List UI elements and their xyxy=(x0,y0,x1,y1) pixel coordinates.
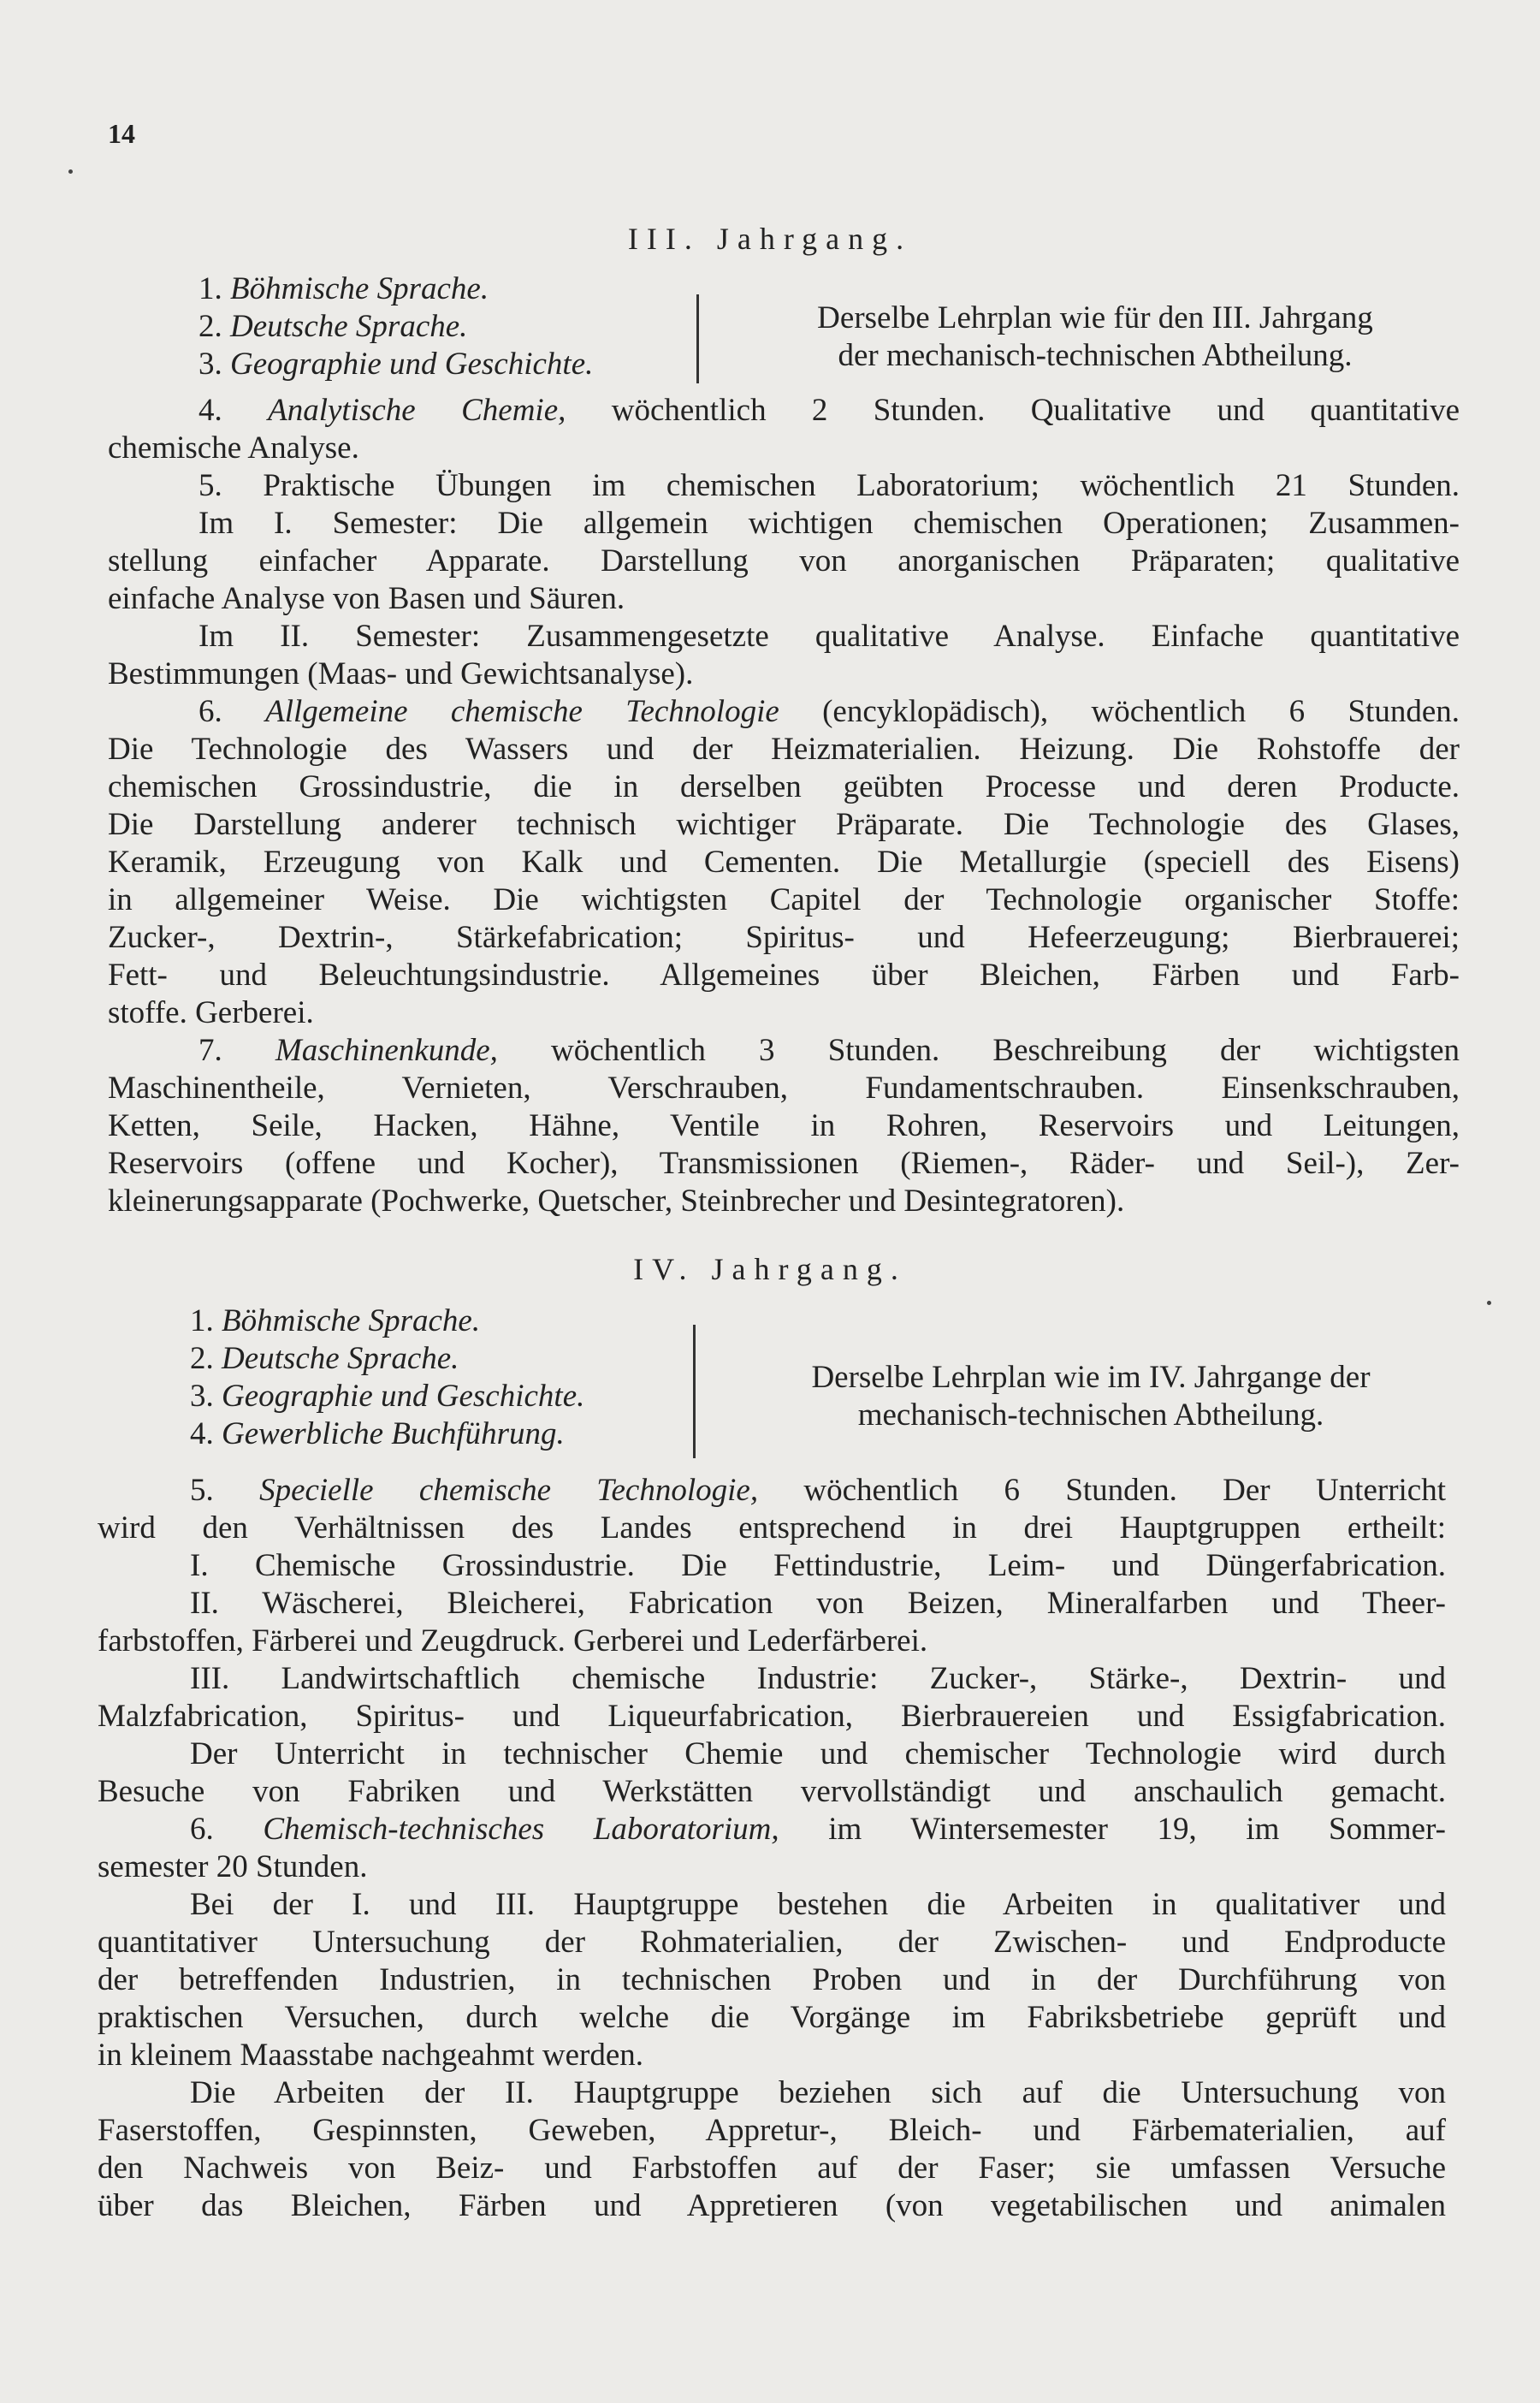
list-item: 1. Böhmische Sprache. xyxy=(190,1303,481,1338)
text-line: quantitativer Untersuchung der Rohmaterialien, der Zwischen- und Endproducte xyxy=(98,1925,1446,1960)
text-line: semester 20 Stunden. xyxy=(98,1849,368,1884)
text-line: Bestimmungen (Maas- und Gewichtsanalyse). xyxy=(108,656,694,691)
text-line: 5. Praktische Übungen im chemischen Laboratorium; wöchentlich 21 Stunden. xyxy=(198,468,1460,503)
text-line: Reservoirs (offene und Kocher), Transmissionen (Riemen-, Räder- und Seil-), Zer- xyxy=(108,1146,1460,1181)
text-line: Die Darstellung anderer technisch wichtiger Präparate. Die Technologie des Glases, xyxy=(108,807,1460,842)
text-line: stoffe. Gerberei. xyxy=(108,995,314,1030)
text-line: in kleinem Maasstabe nachgeahmt werden. xyxy=(98,2038,644,2073)
text-line: Der Unterricht in technischer Chemie und chemischer Technologie wird durch xyxy=(190,1736,1446,1771)
bracket-note: Derselbe Lehrplan wie für den III. Jahrgang der mechanisch-technischen Abtheilung. xyxy=(817,300,1373,373)
print-speck xyxy=(1487,1301,1491,1305)
list-item: 3. Geographie und Geschichte. xyxy=(190,1379,585,1414)
text-line: 6. Chemisch-technisches Laboratorium, im Wintersemester 19, im Sommer- xyxy=(190,1812,1446,1847)
text-line: Die Technologie des Wassers und der Heizmaterialien. Heizung. Die Rohstoffe der xyxy=(108,732,1460,767)
text-line: I. Chemische Grossindustrie. Die Fettindustrie, Leim- und Düngerfabrication. xyxy=(190,1548,1446,1583)
text-line: Zucker-, Dextrin-, Stärkefabrication; Spiritus- und Hefeerzeugung; Bierbrauerei; xyxy=(108,920,1460,955)
list-item: 2. Deutsche Sprache. xyxy=(198,309,468,344)
text-line: der betreffenden Industrien, in technischen Proben und in der Durchführung von xyxy=(98,1962,1446,1997)
text-line: Bei der I. und III. Hauptgruppe bestehen die Arbeiten in qualitativer und xyxy=(190,1887,1446,1922)
text-line: 7. Maschinenkunde, wöchentlich 3 Stunden. Beschreibung der wichtigsten xyxy=(198,1033,1460,1068)
text-line: II. Wäscherei, Bleicherei, Fabrication von Beizen, Mineralfarben und Theer- xyxy=(190,1586,1446,1621)
list-item: 4. Gewerbliche Buchführung. xyxy=(190,1416,565,1451)
text-line: Maschinentheile, Vernieten, Verschrauben, Fundamentschrauben. Einsenkschrauben, xyxy=(108,1071,1460,1106)
text-line: Besuche von Fabriken und Werkstätten vervollständigt und anschaulich gemacht. xyxy=(98,1774,1446,1809)
section-heading-iv: IV. Jahrgang. xyxy=(633,1252,907,1286)
text-line: den Nachweis von Beiz- und Farbstoffen auf der Faser; sie umfassen Versuche xyxy=(98,2151,1446,2186)
print-speck xyxy=(68,169,73,174)
text-line: chemischen Grossindustrie, die in derselben geübten Processe und deren Producte. xyxy=(108,769,1460,804)
text-line: stellung einfacher Apparate. Darstellung von anorganischen Präparaten; qualitative xyxy=(108,543,1460,578)
text-line: Fett- und Beleuchtungsindustrie. Allgemeines über Bleichen, Färben und Farb- xyxy=(108,958,1460,993)
text-line: praktischen Versuchen, durch welche die Vorgänge im Fabriksbetriebe geprüft und xyxy=(98,2000,1446,2035)
bracket xyxy=(696,294,699,383)
text-line: 6. Allgemeine chemische Technologie (encyklopädisch), wöchentlich 6 Stunden. xyxy=(198,694,1460,729)
text-line: Malzfabrication, Spiritus- und Liqueurfabrication, Bierbrauereien und Essigfabrication. xyxy=(98,1699,1446,1734)
text-line: farbstoffen, Färberei und Zeugdruck. Gerberei und Lederfärberei. xyxy=(98,1623,928,1658)
text-line: wird den Verhältnissen des Landes entsprechend in drei Hauptgruppen ertheilt: xyxy=(98,1510,1446,1546)
bracket xyxy=(693,1325,696,1458)
text-line: Ketten, Seile, Hacken, Hähne, Ventile in Rohren, Reservoirs und Leitungen, xyxy=(108,1108,1460,1143)
text-line: 4. Analytische Chemie, wöchentlich 2 Stunden. Qualitative und quantitative xyxy=(198,393,1460,428)
list-item: 2. Deutsche Sprache. xyxy=(190,1341,459,1376)
list-item: 3. Geographie und Geschichte. xyxy=(198,347,594,382)
text-line: Im II. Semester: Zusammengesetzte qualitative Analyse. Einfache quantitative xyxy=(198,619,1460,654)
text-line: III. Landwirtschaftlich chemische Industrie: Zucker-, Stärke-, Dextrin- und xyxy=(190,1661,1446,1696)
section-heading-iii: III. Jahrgang. xyxy=(627,222,913,256)
text-line: kleinerungsapparate (Pochwerke, Quetscher, Steinbrecher und Desintegratoren). xyxy=(108,1184,1125,1219)
page-number: 14 xyxy=(108,118,135,149)
text-line: chemische Analyse. xyxy=(108,430,359,466)
text-line: Im I. Semester: Die allgemein wichtigen chemischen Operationen; Zusammen- xyxy=(198,506,1460,541)
text-line: einfache Analyse von Basen und Säuren. xyxy=(108,581,625,616)
text-line: 5. Specielle chemische Technologie, wöchentlich 6 Stunden. Der Unterricht xyxy=(190,1473,1446,1508)
list-item: 1. Böhmische Sprache. xyxy=(198,271,489,306)
bracket-note: Derselbe Lehrplan wie im IV. Jahrgange der mechanisch-technischen Abtheilung. xyxy=(811,1360,1371,1433)
text-line: Keramik, Erzeugung von Kalk und Cementen. Die Metallurgie (speciell des Eisens) xyxy=(108,845,1460,880)
text-line: über das Bleichen, Färben und Appretieren (von vegetabilischen und animalen xyxy=(98,2188,1446,2223)
text-line: Die Arbeiten der II. Hauptgruppe beziehen sich auf die Untersuchung von xyxy=(190,2075,1446,2110)
text-line: Faserstoffen, Gespinnsten, Geweben, Appretur-, Bleich- und Färbematerialien, auf xyxy=(98,2113,1446,2148)
text-line: in allgemeiner Weise. Die wichtigsten Capitel der Technologie organischer Stoffe: xyxy=(108,882,1460,917)
